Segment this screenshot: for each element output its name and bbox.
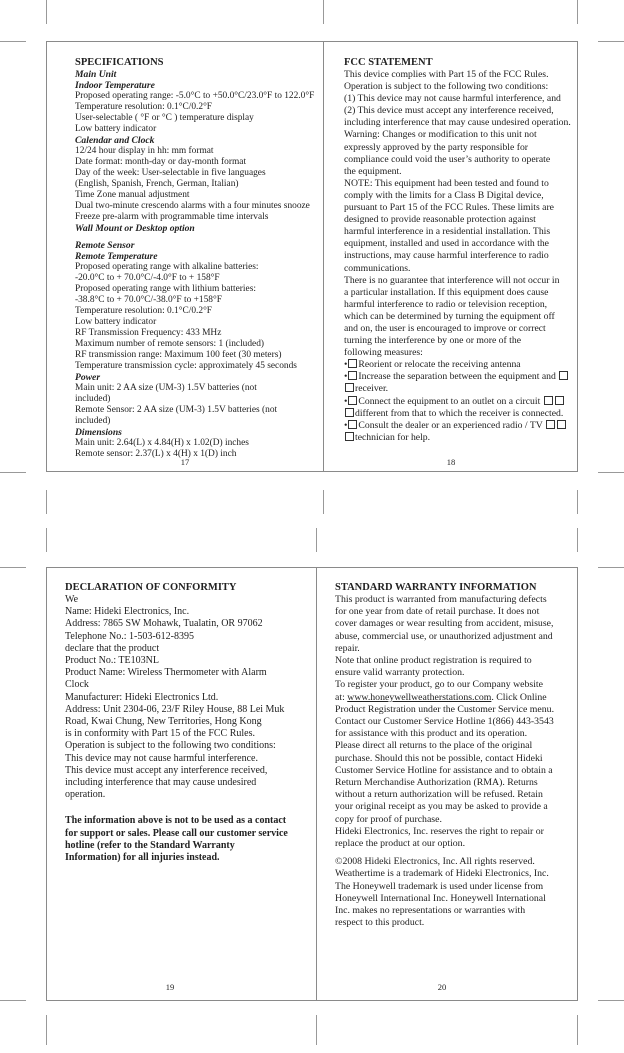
spec-line: Time Zone manual adjustment [75, 190, 190, 200]
spec-line: -38.8°C to + 70.0°C/-38.0°F to +158°F [75, 295, 222, 305]
statement-line: instructions, may cause harmful interference to radio [344, 250, 549, 262]
spec-line: included) [75, 394, 111, 404]
copyright-line: Inc. makes no representations or warranties with [335, 905, 526, 917]
spec-line: Dual two-minute crescendo alarms with a four minutes snooze [75, 201, 310, 211]
warranty-line: Note that online product registration is required to [335, 655, 532, 667]
statement-line: harmful interference to radio or television reception, [344, 298, 548, 310]
statement-line: harmful interference in a residential installation. This [344, 226, 551, 238]
section-title: FCC STATEMENT [344, 57, 433, 68]
bullet-mark: • [344, 371, 348, 383]
statement-line: This device complies with Part 15 of the FCC Rules. [344, 69, 549, 80]
declaration-line: Product No.: TE103NL [65, 655, 159, 667]
bullet-item [344, 420, 577, 432]
subsection-heading: Remote Sensor [75, 240, 135, 251]
statement-line: compliance could void the user’s authority to operate [344, 153, 551, 165]
missing-glyph-box [348, 371, 357, 380]
subsection-heading: Power [75, 372, 101, 383]
section-title: SPECIFICATIONS [75, 57, 164, 68]
spacer [65, 801, 316, 815]
warranty-line: abuse, commercial use, or unauthorized adjustment and [335, 630, 553, 642]
spec-line: Temperature transmission cycle: approximately 45 seconds [75, 361, 297, 371]
missing-glyph-box [559, 371, 568, 380]
spec-line: Freeze pre-alarm with programmable time intervals [75, 212, 269, 222]
declaration-line: Telephone No.: 1-503-612-8395 [65, 630, 194, 642]
missing-glyph-box [348, 420, 357, 429]
warranty-line: repair. [335, 642, 360, 654]
declaration-line: including interference that may cause undesired [65, 777, 257, 789]
statement-line: comply with the limits for a Class B Digital device, [344, 189, 544, 201]
spec-line: Day of the week: User-selectable in five languages [75, 168, 266, 178]
bullet-mark: • [344, 395, 348, 407]
missing-glyph-box [546, 420, 555, 429]
missing-glyph-box [544, 396, 553, 405]
bullet-text: Reorient or relocate the receiving antenna [358, 359, 521, 371]
copyright-line: respect to this product. [335, 917, 425, 929]
missing-glyph-box [345, 408, 354, 417]
copyright-line: The Honeywell trademark is used under license from [335, 880, 544, 892]
spec-line: -20.0°C to + 70.0°C/-4.0°F to + 158°F [75, 273, 220, 283]
notice-line: for support or sales. Please call our customer service [65, 827, 288, 839]
declaration-line: We [65, 594, 79, 605]
warranty-line: replace the product at our option. [335, 838, 466, 850]
statement-line: designed to provide reasonable protection against [344, 214, 536, 226]
spec-line: Low battery indicator [75, 124, 157, 134]
copyright-line: Honeywell International Inc. Honeywell International [335, 892, 546, 904]
declaration-line: Clock [65, 679, 89, 691]
statement-line: the equipment. [344, 165, 402, 177]
declaration-line: This device must accept any interference received, [65, 764, 268, 776]
section-title: DECLARATION OF CONFORMITY [65, 582, 237, 593]
declaration-line: declare that the product [65, 642, 160, 654]
statement-line: There is no guarantee that interference will not occur in [344, 274, 560, 286]
statement-line: NOTE: This equipment had been tested and found to [344, 177, 549, 189]
copyright-line: ©2008 Hideki Electronics, Inc. All rights reserved. [335, 856, 535, 868]
declaration-line: Manufacturer: Hideki Electronics Ltd. [65, 691, 219, 703]
subsection-heading: Remote Temperature [75, 251, 158, 262]
spec-line: Temperature resolution: 0.1°C/0.2°F [75, 102, 213, 112]
bullet-item [344, 359, 577, 371]
website-link[interactable]: www.honeywellweatherstations.com [347, 691, 492, 703]
warranty-line: To register your product, go to our Company website [335, 679, 544, 691]
page-number: 19 [165, 982, 175, 992]
statement-line: turning the interference by one or more of the [344, 335, 521, 347]
declaration-line: Road, Kwai Chung, New Territories, Hong Kong [65, 716, 262, 728]
missing-glyph-box [348, 396, 357, 405]
spec-line: RF transmission range: Maximum 100 feet (30 meters) [75, 350, 282, 360]
bullet-item [344, 371, 577, 383]
spec-line: Low battery indicator [75, 317, 157, 327]
fcc-statement-content [324, 57, 577, 444]
bullet-text: Connect the equipment to an outlet on a circuit [358, 395, 541, 407]
missing-glyph-box [345, 383, 354, 392]
bullet-continuation [344, 408, 577, 420]
warranty-line: copy for proof of purchase. [335, 813, 442, 825]
page-18 [323, 41, 578, 472]
spec-line: User-selectable ( °F or °C ) temperature display [75, 113, 254, 123]
statement-line: which can be determined by turning the equipment off [344, 310, 555, 322]
missing-glyph-box [345, 432, 354, 441]
statement-line: (2) This device must accept any interference received, [344, 105, 554, 117]
declaration-line: Name: Hideki Electronics, Inc. [65, 606, 190, 618]
statement-line: (1) This device may not cause harmful interference, and [344, 93, 561, 105]
warranty-content [317, 582, 577, 929]
bullet-continuation [344, 383, 577, 395]
statement-line: Warning: Changes or modification to this unit not [344, 129, 537, 141]
spec-line: Main unit: 2 AA size (UM-3) 1.5V batteries (not [75, 383, 257, 393]
subsection-heading: Dimensions [75, 427, 122, 438]
spec-line: Date format: month-day or day-month format [75, 157, 247, 167]
page-number: 18 [446, 457, 456, 467]
warranty-line: for one year from date of retail purchase. It does not [335, 606, 540, 618]
statement-line: following measures: [344, 347, 423, 359]
bullet-text: Increase the separation between the equipment and [358, 371, 556, 383]
website-prefix: at: [335, 691, 348, 703]
spec-line: (English, Spanish, French, German, Italian) [75, 179, 239, 189]
warranty-line: Product Registration under the Customer Service menu. [335, 703, 555, 715]
notice-line: The information above is not to be used as a contact [65, 815, 287, 827]
spec-line: 12/24 hour display in hh: mm format [75, 146, 214, 156]
bullet-text: different from that to which the receiver is connected. [355, 407, 564, 419]
bullet-mark: • [344, 359, 348, 371]
warranty-line: This product is warranted from manufacturing defects [335, 594, 547, 605]
warranty-line: Hideki Electronics, Inc. reserves the right to repair or [335, 825, 544, 837]
spec-line: Main unit: 2.64(L) x 4.84(H) x 1.02(D) inches [75, 438, 249, 448]
specifications-content [47, 57, 323, 460]
page-number: 17 [180, 457, 190, 467]
subsection-heading: Indoor Temperature [75, 80, 155, 91]
declaration-content [47, 582, 316, 864]
bullet-continuation [344, 432, 577, 444]
section-title: STANDARD WARRANTY INFORMATION [335, 582, 537, 593]
declaration-line: Product Name: Wireless Thermometer with Alarm [65, 667, 267, 679]
statement-line: and on, the user is encouraged to improve or correct [344, 322, 546, 334]
spec-line: Remote sensor: 2.37(L) x 4(H) x 1(D) inch [75, 449, 237, 459]
declaration-line: Operation is subject to the following two conditions: [65, 740, 276, 752]
warranty-line: Customer Service Hotline for assistance and to obtain a [335, 764, 553, 776]
warranty-line: your original receipt as you may be asked to provide a [335, 801, 548, 813]
statement-line: a particular installation. If this equipment does cause [344, 286, 549, 298]
spec-line: Maximum number of remote sensors: 1 (included) [75, 339, 265, 349]
website-line [335, 692, 577, 704]
warranty-line: cover damages or wear resulting from accident, misuse, [335, 618, 554, 630]
page-number: 20 [437, 982, 447, 992]
bullet-mark: • [344, 419, 348, 431]
spec-line: RF Transmission Frequency: 433 MHz [75, 328, 222, 338]
bullet-text: Consult the dealer or an experienced radio / TV [358, 419, 543, 431]
missing-glyph-box [348, 359, 357, 368]
warranty-line: purchase. Should this not be possible, contact Hideki [335, 752, 543, 764]
warranty-line: without a return authorization will be refused. Retain [335, 789, 543, 801]
declaration-line: is in conformity with Part 15 of the FCC Rules. [65, 728, 255, 740]
warranty-line: for assistance with this product and its operation. [335, 728, 528, 740]
page-19 [46, 567, 317, 1001]
spec-line: included) [75, 416, 111, 426]
website-suffix: . Click Online [491, 691, 547, 703]
bullet-text: receiver. [355, 383, 389, 395]
subsection-heading: Calendar and Clock [75, 135, 155, 146]
warranty-line: Please direct all returns to the place of the original [335, 740, 533, 752]
warranty-line: ensure valid warranty protection. [335, 667, 465, 679]
statement-line: pursuant to Part 15 of the FCC Rules. These limits are [344, 202, 554, 214]
subsection-heading: Wall Mount or Desktop option [75, 223, 195, 234]
notice-line: hotline (refer to the Standard Warranty [65, 839, 235, 851]
bullet-item [344, 396, 577, 408]
declaration-line: Address: Unit 2304-06, 23/F Riley House, 88 Lei Muk [65, 703, 285, 715]
statement-line: including interference that may cause undesired operation. [344, 117, 571, 129]
statement-line: equipment, installed and used in accordance with the [344, 238, 549, 250]
notice-line: Information) for all injuries instead. [65, 852, 220, 864]
statement-line: expressly approved by the party responsible for [344, 141, 529, 153]
warranty-line: Return Merchandise Authorization (RMA). Returns [335, 777, 538, 789]
warranty-line: Contact our Customer Service Hotline 1(866) 443-3543 [335, 716, 554, 728]
statement-line: communications. [344, 262, 411, 274]
copyright-line: Weathertime is a trademark of Hideki Electronics, Inc. [335, 868, 549, 880]
declaration-line: operation. [65, 789, 106, 801]
declaration-line: Address: 7865 SW Mohawk, Tualatin, OR 97062 [65, 618, 263, 630]
subsection-heading: Main Unit [75, 69, 117, 80]
page-17 [46, 41, 324, 472]
spec-line: Remote Sensor: 2 AA size (UM-3) 1.5V batteries (not [75, 405, 278, 415]
spec-line: Proposed operating range with alkaline batteries: [75, 262, 259, 272]
spec-line: Proposed operating range with lithium batteries: [75, 284, 256, 294]
missing-glyph-box [555, 396, 564, 405]
statement-line: Operation is subject to the following two conditions: [344, 81, 549, 93]
missing-glyph-box [557, 420, 566, 429]
spec-line: Temperature resolution: 0.1°C/0.2°F [75, 306, 213, 316]
page-20 [316, 567, 578, 1001]
spec-line: Proposed operating range: -5.0°C to +50.0°C/23.0°F to 122.0°F [75, 91, 315, 101]
bullet-text: technician for help. [355, 431, 431, 443]
declaration-line: This device may not cause harmful interference. [65, 752, 258, 764]
